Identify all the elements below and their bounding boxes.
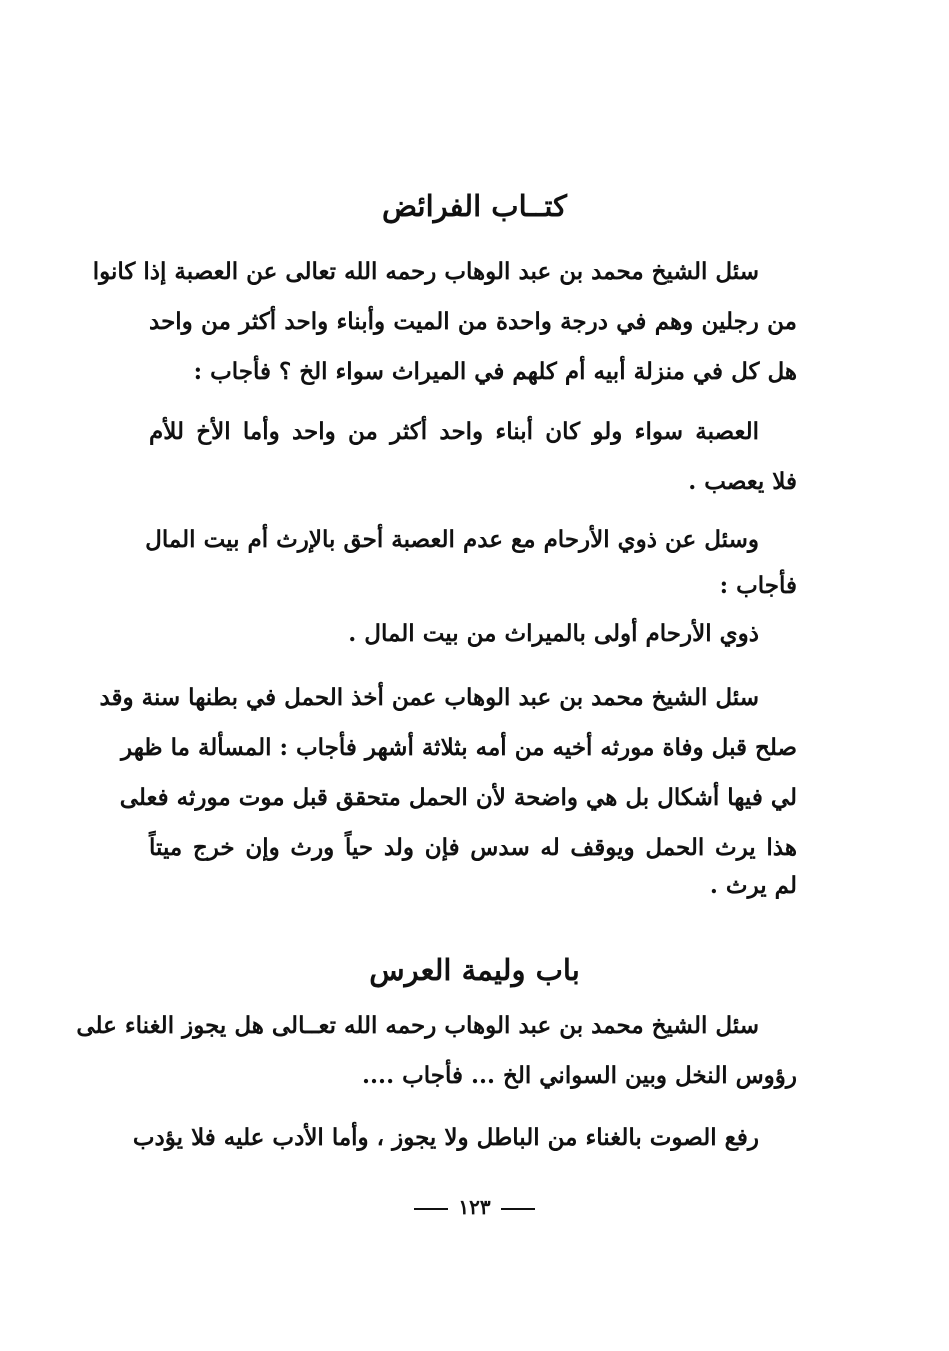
text-line: العصبة سواء ولو كان أبناء واحد أكثر من واحد وأما الأخ للأم — [149, 418, 759, 445]
text-line: صلح قبل وفاة مورثه أخيه من أمه بثلاثة أشهر فأجاب : المسألة ما ظهر — [121, 734, 797, 761]
text-line: فلا يعصب . — [688, 468, 797, 495]
text-line: سئل الشيخ محمد بن عبد الوهاب عمن أخذ الحمل في بطنها سنة وقد — [99, 684, 759, 711]
page-number — [0, 1190, 949, 1224]
text-line: فأجاب : — [719, 572, 797, 599]
text-line: من رجلين وهم في درجة واحدة من الميت وأبناء واحد أكثر من واحد — [149, 308, 797, 335]
dash-right — [501, 1208, 535, 1210]
text-line: رؤوس النخل وبين السواني الخ ... فأجاب .... — [362, 1062, 797, 1089]
text-line: وسئل عن ذوي الأرحام مع عدم العصبة أحق بالإرث أم بيت المال — [145, 526, 759, 553]
text-line: ذوي الأرحام أولى بالميراث من بيت المال . — [348, 620, 759, 647]
text-line: رفع الصوت بالغناء من الباطل ولا يجوز ، وأما الأدب عليه فلا يؤدب — [132, 1124, 759, 1151]
text-line: هذا يرث الحمل ويوقف له سدس فإن ولد حياً ورث وإن خرج ميتاً — [149, 834, 797, 861]
section-title: باب وليمة العرس — [369, 953, 580, 987]
page-number-value: ١٢٣ — [458, 1195, 491, 1219]
chapter-title: كتــاب الفرائض — [381, 189, 567, 223]
dash-left — [414, 1208, 448, 1210]
text-line: سئل الشيخ محمد بن عبد الوهاب رحمه الله تعــالى هل يجوز الغناء على — [76, 1012, 759, 1039]
text-line: هل كل في منزلة أبيه أم كلهم في الميراث سواء الخ ؟ فأجاب : — [193, 358, 797, 385]
text-line: سئل الشيخ محمد بن عبد الوهاب رحمه الله تعالى عن العصبة إذا كانوا — [92, 258, 759, 285]
text-line: لم يرث . — [709, 872, 797, 899]
text-line: لي فيها أشكال بل هي واضحة لأن الحمل متحقق قبل موت مورثه فعلى — [119, 784, 797, 811]
